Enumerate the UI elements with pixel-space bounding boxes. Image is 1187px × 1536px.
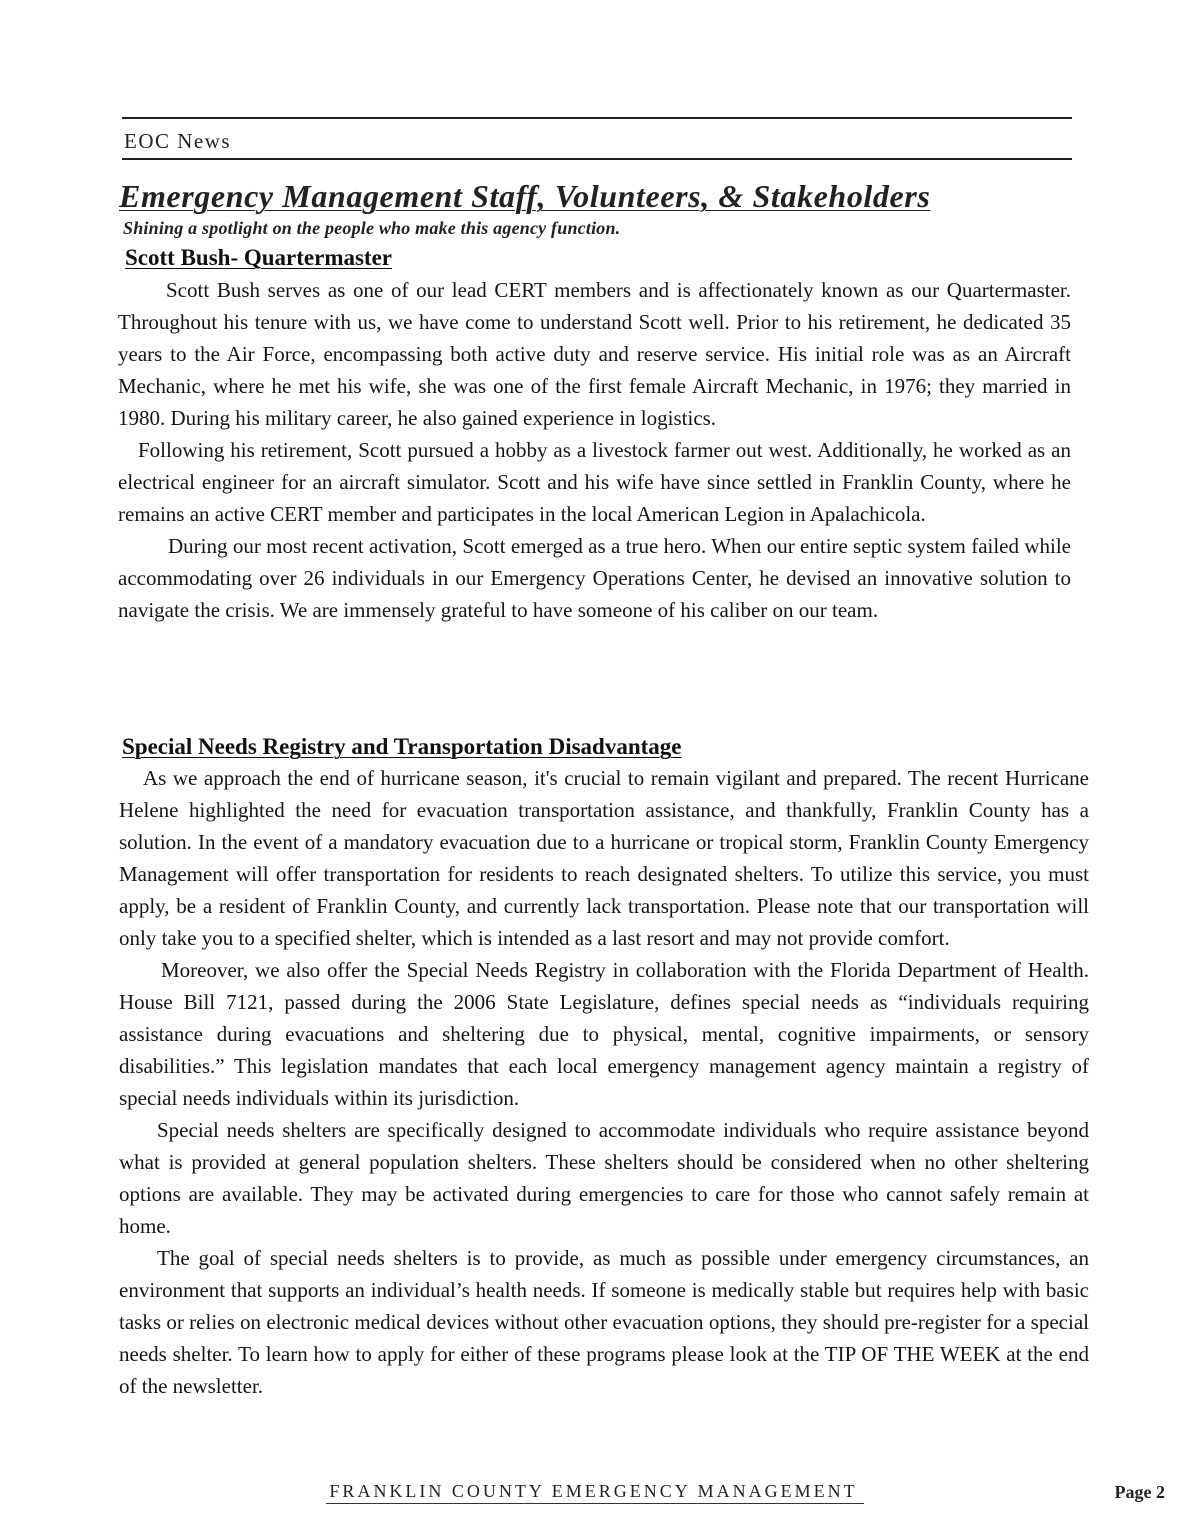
section-body-special-needs <box>119 762 1089 1402</box>
section-heading-scott-bush: Scott Bush- Quartermaster <box>125 245 393 270</box>
paragraph: Moreover, we also offer the Special Needs Registry in collaboration with the Florida Department of Health. House Bill 7121, passed during the 2006 State Legislature, defines special needs as “individuals requiring assistance during evacuations and sheltering due to physical, mental, cognitive impairments, or sensory disabilities.” This legislation mandates that each local emergency management agency maintain a registry of special needs individuals within its jurisdiction. <box>119 958 1089 1110</box>
page-number: Page 2 <box>1114 1482 1165 1502</box>
paragraph: Special needs shelters are specifically designed to accommodate individuals who require assistance beyond what is provided at general population shelters. These shelters should be considered when no other sheltering options are available. They may be activated during emergencies to care for those who cannot safely remain at home. <box>119 1118 1089 1238</box>
header-bottom-rule <box>122 158 1072 160</box>
paragraph: During our most recent activation, Scott emerged as a true hero. When our entire septic system failed while accommodating over 26 individuals in our Emergency Operations Center, he devised an innovative solution to navigate the crisis. We are immensely grateful to have someone of his caliber on our team. <box>118 534 1071 622</box>
page-title: Emergency Management Staff, Volunteers, & Stakeholders <box>119 178 931 214</box>
header-top-rule <box>122 117 1072 119</box>
paragraph: Scott Bush serves as one of our lead CERT members and is affectionately known as our Quartermaster. Throughout his tenure with us, we have come to understand Scott well. Prior to his retirement, he dedicated 35 years to the Air Force, encompassing both active duty and reserve service. His initial role was as an Aircraft Mechanic, where he met his wife, she was one of the first female Aircraft Mechanic, in 1976; they married in 1980. During his military career, he also gained experience in logistics. <box>118 278 1071 430</box>
footer-organization: FRANKLIN COUNTY EMERGENCY MANAGEMENT <box>329 1481 858 1501</box>
section-body-scott-bush <box>118 274 1071 626</box>
section-heading-special-needs: Special Needs Registry and Transportation Disadvantage <box>122 734 682 759</box>
paragraph: As we approach the end of hurricane season, it's crucial to remain vigilant and prepared. The recent Hurricane Helene highlighted the need for evacuation transportation assistance, and thankfully, Franklin County has a solution. In the event of a mandatory evacuation due to a hurricane or tropical storm, Franklin County Emergency Management will offer transportation for residents to reach designated shelters. To utilize this service, you must apply, be a resident of Franklin County, and currently lack transportation. Please note that our transportation will only take you to a specified shelter, which is intended as a last resort and may not provide comfort. <box>119 766 1089 950</box>
paragraph: The goal of special needs shelters is to provide, as much as possible under emergency circumstances, an environment that supports an individual’s health needs. If someone is medically stable but requires help with basic tasks or relies on electronic medical devices without other evacuation options, they should pre-register for a special needs shelter. To learn how to apply for either of these programs please look at the TIP OF THE WEEK at the end of the newsletter. <box>119 1246 1089 1398</box>
paragraph: Following his retirement, Scott pursued a hobby as a livestock farmer out west. Additionally, he worked as an electrical engineer for an aircraft simulator. Scott and his wife have since settled in Franklin County, where he remains an active CERT member and participates in the local American Legion in Apalachicola. <box>118 438 1071 526</box>
page-subtitle: Shining a spotlight on the people who make this agency function. <box>123 218 621 238</box>
footer-underline <box>326 1503 864 1504</box>
newsletter-header-label: EOC News <box>124 129 232 153</box>
